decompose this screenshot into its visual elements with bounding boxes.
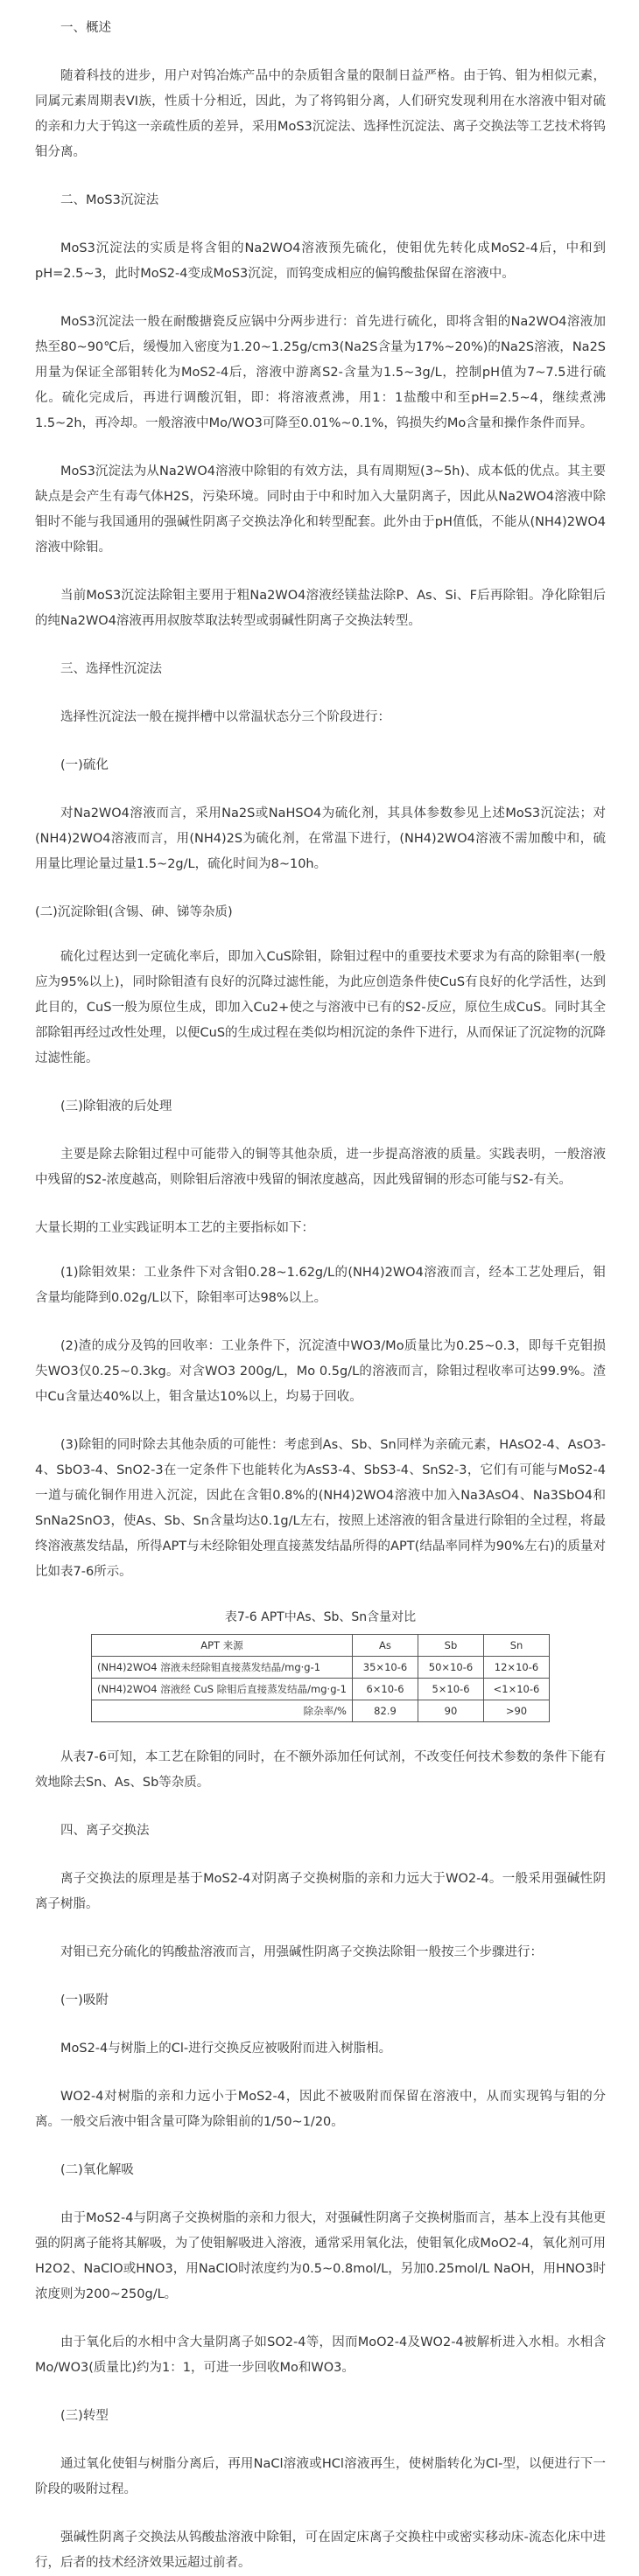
section-heading: (一)吸附 bbox=[60, 1993, 109, 2007]
paragraph: 通过氧化使钼与树脂分离后，再用NaCl溶液或HCl溶液再生，使树脂转化为Cl-型，以便进行下一阶段的吸附过程。 bbox=[35, 2457, 606, 2496]
apt-impurity-table bbox=[91, 1634, 550, 1722]
cell-as: 82.9 bbox=[352, 1700, 418, 1722]
paragraph: 由于氧化后的水相中含大量阴离子如SO2-4等，因而MoO2-4及WO2-4被解析进入水相。水相含Mo/WO3(质量比)约为1：1，可进一步回收Mo和WO3。 bbox=[35, 2335, 606, 2375]
row-source: 除杂率/% bbox=[92, 1700, 353, 1722]
cell-sn: 12×10-6 bbox=[483, 1657, 549, 1679]
section-heading: 四、离子交换法 bbox=[60, 1824, 150, 1838]
section-heading: (三)转型 bbox=[60, 2409, 109, 2423]
paragraph: 对Na2WO4溶液而言，采用Na2S或NaHSO4为硫化剂，其具体参数参见上述MoS3沉淀法；对(NH4)2WO4溶液而言，用(NH4)2S为硫化剂，在常温下进行，(NH4)2WO4溶液不需加酸中和，硫用量比理论量过量1.5~2g/L，硫化时间为8~10h。 bbox=[35, 806, 606, 871]
section-heading: 大量长期的工业实践证明本工艺的主要指标如下： bbox=[35, 1221, 314, 1235]
paragraph: MoS3沉淀法一般在耐酸搪瓷反应锅中分两步进行：首先进行硫化，即将含钼的Na2WO4溶液加热至80~90℃后，缓慢加入密度为1.20~1.25g/cm3(Na2S含量为17%~20%)的Na2S溶液，Na2S用量为保证全部钼转化为MoS2-4后，溶液中游离S2-含量为1.5~3g/L，控制pH值为7~7.5进行硫化。硫化完成后，再进行调酸沉钼，即：将溶液煮沸，用1：1盐酸中和至pH=2.5~4，继续煮沸1.5~2h，再冷却。一般溶液中Mo/WO3可降至0.01%~0.1%，钨损失约Mo含量和操作条件而异。 bbox=[35, 315, 606, 430]
table-row bbox=[92, 1700, 550, 1722]
table-header-row bbox=[92, 1635, 550, 1657]
row-source: (NH4)2WO4 溶液未经除钼直接蒸发结晶/mg·g-1 bbox=[92, 1657, 353, 1679]
cell-sb: 50×10-6 bbox=[418, 1657, 483, 1679]
section-heading: 二、MoS3沉淀法 bbox=[60, 193, 159, 207]
cell-as: 35×10-6 bbox=[352, 1657, 418, 1679]
section-part-1 bbox=[35, 16, 606, 1585]
paragraph: 主要是除去除钼过程中可能带入的铜等其他杂质，进一步提高溶液的质量。实践表明，一般溶液中残留的S2-浓度越高，则除钼后溶液中残留的铜浓度越高，因此残留铜的形态可能与S2-有关。 bbox=[35, 1148, 606, 1187]
header-sn: Sn bbox=[483, 1635, 549, 1657]
section-part-2 bbox=[35, 1745, 606, 2576]
section-heading: 三、选择性沉淀法 bbox=[60, 662, 162, 676]
paragraph: (2)渣的成分及钨的回收率：工业条件下，沉淀渣中WO3/Mo质量比为0.25~0.3，即每千克钼损失WO3仅0.25~0.3kg。对含WO3 200g/L，Mo 0.5g/L的溶液而言，除钼过程收率可达99.9%。渣中Cu含量达40%以上，钼含量达10%以上，均易于回收。 bbox=[35, 1339, 606, 1404]
paragraph: 从表7-6可知，本工艺在除钼的同时，在不额外添加任何试剂，不改变任何技术参数的条件下能有效地除去Sn、As、Sb等杂质。 bbox=[35, 1750, 606, 1790]
paragraph: MoS2-4与树脂上的Cl-进行交换反应被吸附而进入树脂相。 bbox=[60, 2042, 392, 2056]
paragraph: WO2-4对树脂的亲和力远小于MoS2-4，因此不被吸附而保留在溶液中，从而实现钨与钼的分离。一般交后液中钼含量可降为除钼前的1/50~1/20。 bbox=[35, 2090, 606, 2129]
cell-sb: 5×10-6 bbox=[418, 1679, 483, 1700]
paragraph: 硫化过程达到一定硫化率后，即加入CuS除钼，除钼过程中的重要技术要求为有高的除钼率(一般应为95%以上)，同时除钼渣有良好的沉降过滤性能，为此应创造条件使CuS有良好的化学活性，达到此目的，CuS一般为原位生成，即加入Cu2+使之与溶液中已有的S2-反应，原位生成CuS。同时其全部除钼再经过改性处理，以便CuS的生成过程在类似均相沉淀的条件下进行，从而保证了沉淀物的沉降过滤性能。 bbox=[35, 950, 607, 1065]
cell-sn: >90 bbox=[483, 1700, 549, 1722]
section-heading: (二)氧化解吸 bbox=[60, 2163, 134, 2177]
section-heading: (二)沉淀除钼(含锡、砷、锑等杂质) bbox=[35, 905, 233, 919]
paragraph: 由于MoS2-4与阴离子交换树脂的亲和力很大，对强碱性阴离子交换树脂而言，基本上没有其他更强的阴离子能将其解吸，为了使钼解吸进入溶液，通常采用氧化法，使钼氧化成MoO2-4，氧化剂可用H2O2、NaClO或HNO3，用NaClO时浓度约为0.5~0.8mol/L，另加0.25mol/L NaOH，用HNO3时浓度则为200~250g/L。 bbox=[35, 2211, 606, 2301]
header-sb: Sb bbox=[418, 1635, 483, 1657]
section-heading: (三)除钼液的后处理 bbox=[60, 1100, 172, 1113]
table-row bbox=[92, 1657, 550, 1679]
cell-sb: 90 bbox=[418, 1700, 483, 1722]
header-as: As bbox=[352, 1635, 418, 1657]
paragraph: 当前MoS3沉淀法除钼主要用于粗Na2WO4溶液经镁盐法除P、As、Si、F后再除钼。净化除钼后的纯Na2WO4溶液再用叔胺萃取法转型或弱碱性阴离子交换法转型。 bbox=[35, 589, 606, 628]
paragraph: MoS3沉淀法的实质是将含钼的Na2WO4溶液预先硫化，使钼优先转化成MoS2-4后，中和到pH=2.5~3，此时MoS2-4变成MoS3沉淀，而钨变成相应的偏钨酸盐保留在溶液中。 bbox=[35, 241, 606, 281]
table-caption: 表7-6 APT中As、Sb、Sn含量对比 bbox=[224, 1610, 417, 1624]
table-row bbox=[92, 1679, 550, 1700]
header-source: APT 来源 bbox=[92, 1635, 353, 1657]
section-heading: 一、概述 bbox=[60, 21, 111, 35]
paragraph: 随着科技的进步，用户对钨冶炼产品中的杂质钼含量的限制日益严格。由于钨、钼为相似元素，同属元素周期表VI族，性质十分相近，因此，为了将钨钼分离，人们研究发现利用在水溶液中钼对硫的亲和力大于钨这一亲疏性质的差异，采用MoS3沉淀法、选择性沉淀法、离子交换法等工艺技术将钨钼分离。 bbox=[35, 69, 606, 159]
section-heading: (一)硫化 bbox=[60, 758, 109, 772]
paragraph: MoS3沉淀法为从Na2WO4溶液中除钼的有效方法，具有周期短(3~5h)、成本低的优点。其主要缺点是会产生有毒气体H2S，污染环境。同时由于中和时加入大量阴离子，因此从Na2WO4溶液中除钼时不能与我国通用的强碱性阴离子交换法净化和转型配套。此外由于pH值低，不能从(NH4)2WO4溶液中除钼。 bbox=[35, 464, 606, 555]
paragraph: 强碱性阴离子交换法从钨酸盐溶液中除钼，可在固定床离子交换柱中或密实移动床-流态化床中进行，后者的技术经济效果远超过前者。 bbox=[35, 2531, 606, 2570]
row-source: (NH4)2WO4 溶液经 CuS 除钼后直接蒸发结晶/mg·g-1 bbox=[92, 1679, 353, 1700]
cell-sn: <1×10-6 bbox=[483, 1679, 549, 1700]
paragraph: (3)除钼的同时除去其他杂质的可能性：考虑到As、Sb、Sn同样为亲硫元素，HAsO2-4、AsO3-4、SbO3-4、SnO2-3在一定条件下也能转化为AsS3-4、SbS3-4、SnS2-3，它们有可能与MoS2-4一道与硫化铜作用进入沉淀，因此在含钼0.8%的(NH4)2WO4溶液中加入Na3AsO4、Na3SbO4和SnNa2SnO3，使As、Sb、Sn含量均达0.1g/L左右，按照上述溶液的钼含量进行除钼的全过程，将最终溶液蒸发结晶，所得APT与未经除钼处理直接蒸发结晶所得的APT(结晶率同样为90%左右)的质量对比如表7-6所示。 bbox=[35, 1438, 606, 1579]
paragraph: 选择性沉淀法一般在搅拌槽中以常温状态分三个阶段进行： bbox=[60, 710, 390, 724]
paragraph: 对钼已充分硫化的钨酸盐溶液而言，用强碱性阴离子交换法除钼一般按三个步骤进行： bbox=[60, 1945, 543, 1959]
cell-as: 6×10-6 bbox=[352, 1679, 418, 1700]
paragraph: 离子交换法的原理是基于MoS2-4对阴离子交换树脂的亲和力远大于WO2-4。一般采用强碱性阴离子树脂。 bbox=[35, 1872, 606, 1911]
paragraph: (1)除钼效果：工业条件下对含钼0.28~1.62g/L的(NH4)2WO4溶液而言，经本工艺处理后，钼含量均能降到0.02g/L以下，除钼率可达98%以上。 bbox=[35, 1266, 606, 1305]
